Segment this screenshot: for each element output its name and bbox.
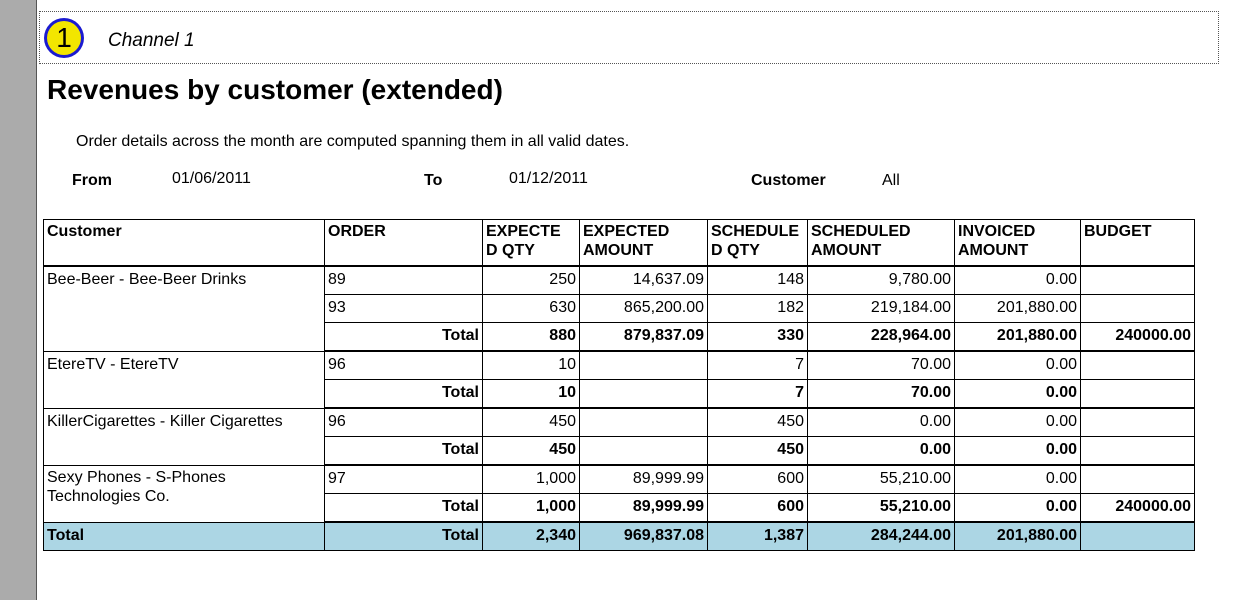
expected-amount-cell bbox=[580, 380, 708, 409]
budget-cell bbox=[1081, 380, 1195, 409]
subtotal-label: Total bbox=[325, 380, 483, 409]
expected-amount-cell: 879,837.09 bbox=[580, 323, 708, 352]
expected-amount-cell bbox=[580, 351, 708, 380]
expected-qty-cell: 1,000 bbox=[483, 465, 580, 494]
col-header-order: ORDER bbox=[325, 220, 483, 267]
invoiced-amount-cell: 0.00 bbox=[955, 465, 1081, 494]
scheduled-amount-cell: 70.00 bbox=[808, 380, 955, 409]
channel-number-badge bbox=[44, 18, 84, 58]
customer-cell: KillerCigarettes - Killer Cigarettes bbox=[44, 408, 325, 465]
expected-qty-cell: 10 bbox=[483, 380, 580, 409]
budget-cell bbox=[1081, 408, 1195, 437]
table-row bbox=[44, 408, 1195, 437]
report-subtitle: Order details across the month are computed spanning them in all valid dates. bbox=[76, 133, 630, 150]
scheduled-amount-cell: 70.00 bbox=[808, 351, 955, 380]
expected-qty-cell: 2,340 bbox=[483, 522, 580, 551]
scheduled-qty-cell: 330 bbox=[708, 323, 808, 352]
expected-qty-cell: 450 bbox=[483, 408, 580, 437]
scheduled-amount-cell: 9,780.00 bbox=[808, 266, 955, 295]
customer-filter-label: Customer bbox=[751, 172, 826, 189]
invoiced-amount-cell: 0.00 bbox=[955, 351, 1081, 380]
scheduled-amount-cell: 55,210.00 bbox=[808, 465, 955, 494]
invoiced-amount-cell: 0.00 bbox=[955, 437, 1081, 466]
report-title: Revenues by customer (extended) bbox=[47, 74, 503, 105]
scheduled-qty-cell: 148 bbox=[708, 266, 808, 295]
channel-number: 1 bbox=[47, 21, 81, 55]
invoiced-amount-cell: 0.00 bbox=[955, 408, 1081, 437]
scheduled-qty-cell: 450 bbox=[708, 437, 808, 466]
budget-cell bbox=[1081, 522, 1195, 551]
scheduled-amount-cell: 55,210.00 bbox=[808, 494, 955, 523]
col-header-budget: BUDGET bbox=[1081, 220, 1195, 267]
scheduled-amount-cell: 0.00 bbox=[808, 437, 955, 466]
expected-qty-cell: 250 bbox=[483, 266, 580, 295]
to-label: To bbox=[424, 172, 443, 189]
customer-cell: Sexy Phones - S-Phones Technologies Co. bbox=[44, 465, 325, 522]
expected-qty-cell: 1,000 bbox=[483, 494, 580, 523]
order-cell: 96 bbox=[325, 408, 483, 437]
customer-filter-value: All bbox=[882, 172, 900, 189]
scheduled-amount-cell: 0.00 bbox=[808, 408, 955, 437]
expected-amount-cell bbox=[580, 408, 708, 437]
col-header-scheduled-amount: SCHEDULED AMOUNT bbox=[808, 220, 955, 267]
expected-amount-cell: 89,999.99 bbox=[580, 494, 708, 523]
from-label: From bbox=[72, 172, 112, 189]
order-cell: 97 bbox=[325, 465, 483, 494]
to-value: 01/12/2011 bbox=[509, 170, 588, 187]
scheduled-qty-cell: 1,387 bbox=[708, 522, 808, 551]
grand-total-label: Total bbox=[325, 522, 483, 551]
invoiced-amount-cell: 201,880.00 bbox=[955, 323, 1081, 352]
budget-cell bbox=[1081, 295, 1195, 323]
scheduled-qty-cell: 7 bbox=[708, 380, 808, 409]
budget-cell bbox=[1081, 266, 1195, 295]
table-row bbox=[44, 351, 1195, 380]
table-row bbox=[44, 266, 1195, 295]
grand-total-row bbox=[44, 522, 1195, 551]
col-header-customer: Customer bbox=[44, 220, 325, 267]
col-header-expected-qty: EXPECTE D QTY bbox=[483, 220, 580, 267]
col-header-scheduled-qty: SCHEDULE D QTY bbox=[708, 220, 808, 267]
customer-cell: EtereTV - EtereTV bbox=[44, 351, 325, 408]
invoiced-amount-cell: 0.00 bbox=[955, 266, 1081, 295]
table-row bbox=[44, 465, 1195, 494]
scheduled-qty-cell: 182 bbox=[708, 295, 808, 323]
channel-header bbox=[39, 11, 1219, 64]
grand-total-customer: Total bbox=[44, 522, 325, 551]
col-header-invoiced-amount: INVOICED AMOUNT bbox=[955, 220, 1081, 267]
customer-cell: Bee-Beer - Bee-Beer Drinks bbox=[44, 266, 325, 351]
channel-label: Channel 1 bbox=[108, 30, 195, 51]
expected-amount-cell: 969,837.08 bbox=[580, 522, 708, 551]
subtotal-label: Total bbox=[325, 323, 483, 352]
scheduled-amount-cell: 228,964.00 bbox=[808, 323, 955, 352]
scheduled-qty-cell: 600 bbox=[708, 465, 808, 494]
budget-cell bbox=[1081, 465, 1195, 494]
expected-qty-cell: 880 bbox=[483, 323, 580, 352]
col-header-expected-amount: EXPECTED AMOUNT bbox=[580, 220, 708, 267]
budget-cell bbox=[1081, 437, 1195, 466]
expected-qty-cell: 630 bbox=[483, 295, 580, 323]
budget-cell bbox=[1081, 351, 1195, 380]
expected-amount-cell: 865,200.00 bbox=[580, 295, 708, 323]
invoiced-amount-cell: 201,880.00 bbox=[955, 522, 1081, 551]
order-cell: 96 bbox=[325, 351, 483, 380]
budget-cell: 240000.00 bbox=[1081, 494, 1195, 523]
invoiced-amount-cell: 0.00 bbox=[955, 380, 1081, 409]
report-page bbox=[36, 0, 1258, 600]
budget-cell: 240000.00 bbox=[1081, 323, 1195, 352]
scheduled-qty-cell: 7 bbox=[708, 351, 808, 380]
scheduled-amount-cell: 219,184.00 bbox=[808, 295, 955, 323]
expected-amount-cell: 89,999.99 bbox=[580, 465, 708, 494]
expected-amount-cell: 14,637.09 bbox=[580, 266, 708, 295]
order-cell: 89 bbox=[325, 266, 483, 295]
subtotal-label: Total bbox=[325, 437, 483, 466]
scheduled-qty-cell: 450 bbox=[708, 408, 808, 437]
scheduled-amount-cell: 284,244.00 bbox=[808, 522, 955, 551]
invoiced-amount-cell: 0.00 bbox=[955, 494, 1081, 523]
expected-qty-cell: 450 bbox=[483, 437, 580, 466]
expected-amount-cell bbox=[580, 437, 708, 466]
revenues-table bbox=[43, 219, 1195, 551]
table-header-row bbox=[44, 220, 1195, 267]
invoiced-amount-cell: 201,880.00 bbox=[955, 295, 1081, 323]
from-value: 01/06/2011 bbox=[172, 170, 251, 187]
order-cell: 93 bbox=[325, 295, 483, 323]
subtotal-label: Total bbox=[325, 494, 483, 523]
scheduled-qty-cell: 600 bbox=[708, 494, 808, 523]
expected-qty-cell: 10 bbox=[483, 351, 580, 380]
